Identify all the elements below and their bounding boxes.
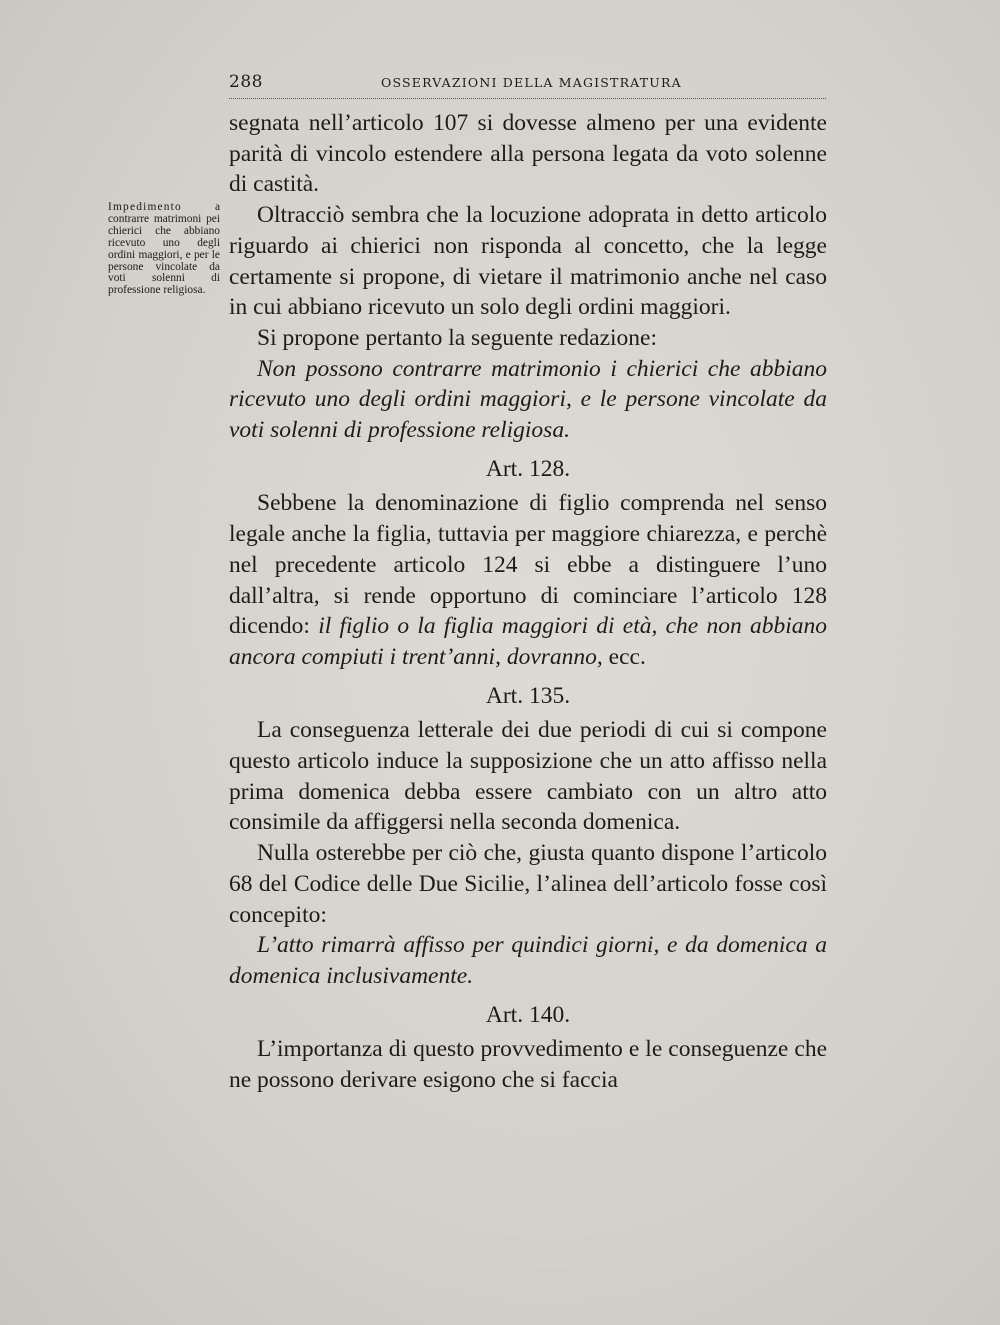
art128-italic: il figlio o la figlia maggiori di età, che non abbiano ancora compiuti i trent’anni, dovranno, (229, 613, 828, 670)
page-header (229, 72, 826, 100)
margin-note-text: a contrarre matrimoni pei chierici che abbiano ricevuto uno degli ordini maggiori, e per le persone vincolate da voti solenni di professione religiosa. (108, 201, 220, 297)
paragraph-locution: Oltracciò sembra che la locuzione adoprata in detto articolo riguardo ai chierici non risponda al concetto, che la legge certamente si propone, di vietare il matrimonio anche nel caso in cui abbiano ricevuto un solo degli ordini maggiori. (229, 202, 827, 321)
article-heading-140: Art. 140. (485, 1001, 571, 1028)
art128-text: Sebbene la denominazione di figlio comprenda nel senso legale anche la figlia, tuttavia per maggiore chiarezza, e perchè nel precedente articolo 124 si ebbe a distinguere l’uno dall’altra, si rende opportuno di cominciare l’articolo 128 dicendo: (229, 490, 827, 640)
paragraph-art-140: L’importanza di questo provvedimento e le conseguenze che ne possono derivare esigono che si faccia (229, 1036, 827, 1094)
article-heading-135: Art. 135. (485, 682, 571, 709)
paragraph-art-135-a: La conseguenza letterale dei due periodi di cui si compone questo articolo induce la supposizione che un atto affisso nella prima domenica debba essere cambiato con un altro atto consimile da affiggersi nella seconda domenica. (229, 717, 827, 836)
art128-tail: ecc. (608, 643, 646, 670)
header-rule (229, 98, 826, 99)
paragraph-proposal: Si propone pertanto la seguente redazione: (257, 324, 658, 351)
running-title: OSSERVAZIONI DELLA MAGISTRATURA (381, 75, 682, 90)
page-number: 288 (229, 72, 263, 92)
margin-note-lead: Impedimento (108, 201, 182, 213)
margin-note (108, 202, 220, 297)
paragraph-art-128 (229, 488, 827, 672)
paragraph-art-135-b: Nulla osterebbe per ciò che, giusta quanto dispone l’articolo 68 del Codice delle Due Sicilie, l’alinea dell’articolo fosse così concepito: (229, 840, 827, 928)
proposed-text-italic: Non possono contrarre matrimonio i chierici che abbiano ricevuto uno degli ordini maggiori, e le persone vincolate da voti solenni di professione religiosa. (229, 355, 827, 444)
body-text (229, 108, 827, 1096)
proposed-text-art-135: L’atto rimarrà affisso per quindici giorni, e da domenica a domenica inclusivamente. (229, 932, 827, 989)
paragraph-continuation: segnata nell’articolo 107 si dovesse almeno per una evidente parità di vincolo estendere alla persona legata da voto solenne di castità. (229, 110, 827, 198)
article-heading-128: Art. 128. (485, 455, 571, 482)
